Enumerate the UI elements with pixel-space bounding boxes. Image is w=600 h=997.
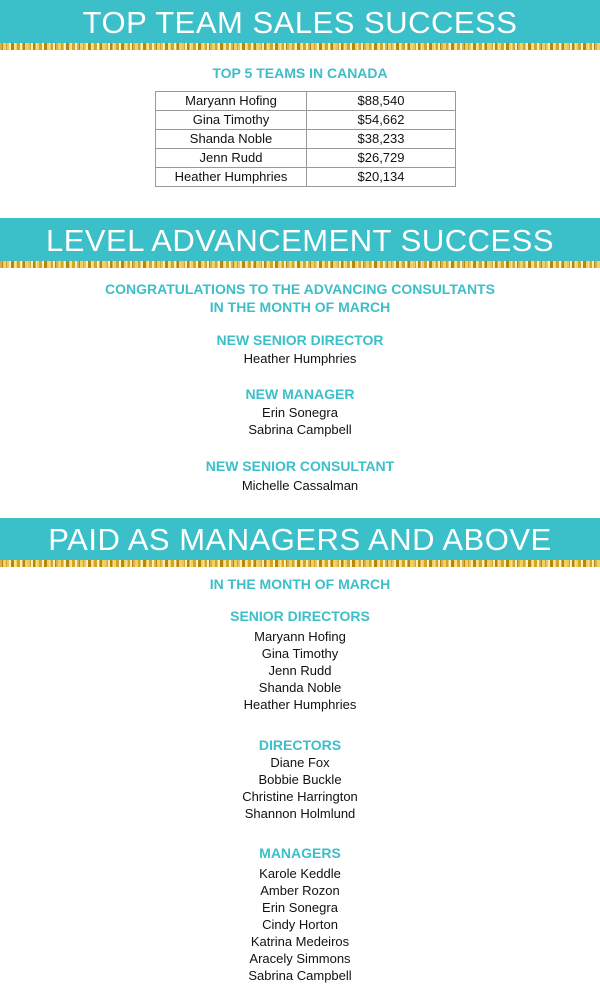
table-row [156,149,456,168]
team-name: Gina Timothy [156,111,307,130]
team-name: Maryann Hofing [156,92,307,111]
list-item: Cindy Horton [262,917,338,932]
new-manager-heading: NEW MANAGER [245,386,355,402]
list-item: Gina Timothy [261,646,339,661]
list-item: Maryann Hofing [254,629,346,644]
congrats-line-1: CONGRATULATIONS TO THE ADVANCING CONSULTANTS [105,281,495,297]
paid-managers-banner [0,518,600,567]
list-item: Erin Sonegra [262,900,338,915]
managers-heading: MANAGERS [259,845,341,861]
new-senior-consultant-heading: NEW SENIOR CONSULTANT [205,458,395,474]
level-advancement-banner [0,218,600,268]
team-amount: $38,233 [307,130,456,149]
paid-month-heading: IN THE MONTH OF MARCH [209,576,391,592]
table-row [156,92,456,111]
senior-directors-heading: SENIOR DIRECTORS [230,608,370,624]
team-name: Shanda Noble [156,130,307,149]
list-item: Amber Rozon [260,883,340,898]
gold-glitter-divider [0,43,600,50]
table-row [156,111,456,130]
level-advancement-title: LEVEL ADVANCEMENT SUCCESS [0,218,600,261]
team-name: Jenn Rudd [156,149,307,168]
list-item: Sabrina Campbell [248,422,352,437]
top-teams-subtitle: TOP 5 TEAMS IN CANADA [212,65,388,81]
team-name: Heather Humphries [156,168,307,187]
team-amount: $54,662 [307,111,456,130]
top-team-title: TOP TEAM SALES SUCCESS [0,0,600,43]
new-senior-director-heading: NEW SENIOR DIRECTOR [216,332,384,348]
gold-glitter-divider [0,560,600,567]
list-item: Erin Sonegra [262,405,338,420]
list-item: Michelle Cassalman [241,478,359,493]
congrats-line-2: IN THE MONTH OF MARCH [209,299,391,315]
gold-glitter-divider [0,261,600,268]
list-item: Jenn Rudd [268,663,332,678]
table-row [156,168,456,187]
team-amount: $20,134 [307,168,456,187]
list-item: Diane Fox [270,755,330,770]
list-item: Shannon Holmlund [244,806,356,821]
list-item: Heather Humphries [243,351,357,366]
team-amount: $26,729 [307,149,456,168]
list-item: Aracely Simmons [249,951,351,966]
top-team-banner [0,0,600,50]
top-teams-table [155,91,456,187]
paid-managers-title: PAID AS MANAGERS AND ABOVE [0,518,600,560]
list-item: Christine Harrington [242,789,358,804]
list-item: Karole Keddle [259,866,341,881]
directors-heading: DIRECTORS [258,737,342,753]
list-item: Sabrina Campbell [248,968,352,983]
list-item: Bobbie Buckle [258,772,342,787]
list-item: Heather Humphries [243,697,357,712]
list-item: Katrina Medeiros [250,934,350,949]
list-item: Shanda Noble [258,680,342,695]
table-row [156,130,456,149]
team-amount: $88,540 [307,92,456,111]
